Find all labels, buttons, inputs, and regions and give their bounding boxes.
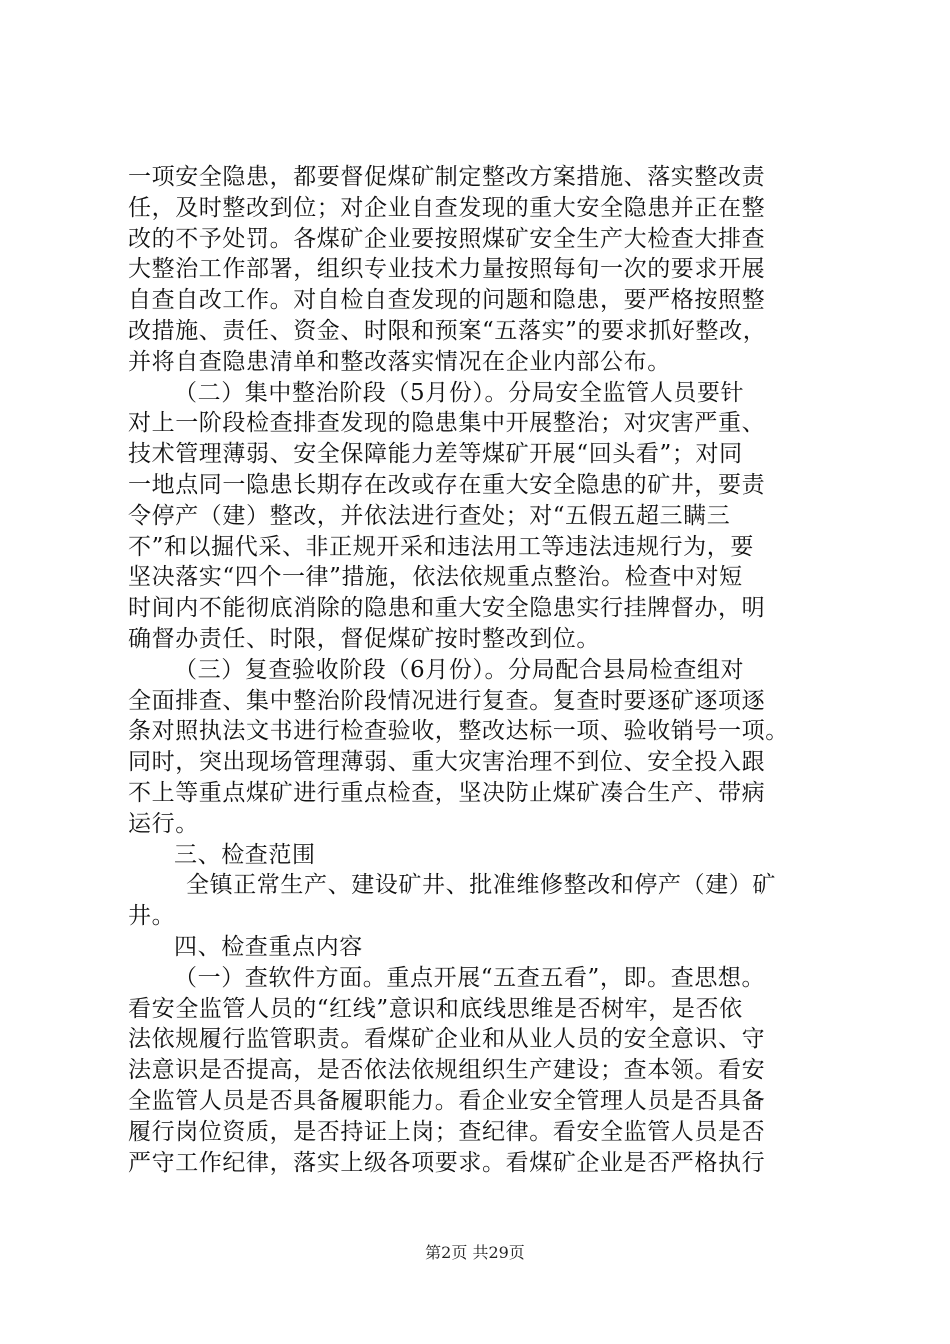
text-line: 大整治工作部署，组织专业技术力量按照每旬一次的要求开展 [128,256,766,283]
text-line: 令停产（建）整改，并依法进行查处；对“五假五超三瞒三 [128,502,731,529]
text-line: 一项安全隐患，都要督促煤矿制定整改方案措施、落实整改责 [128,164,766,190]
text-line: 履行岗位资质，是否持证上岗；查纪律。看安全监管人员是否 [128,1118,766,1145]
text-line: 严守工作纪律，落实上级各项要求。看煤矿企业是否严格执行 [128,1149,766,1176]
body-text [128,162,838,1178]
text-line: 坚决落实“四个一律”措施，依法依规重点整治。检查中对短 [128,564,743,591]
text-line: 对上一阶段检查排查发现的隐患集中开展整治；对灾害严重、 [128,410,766,437]
page-number-footer: 第2页 共29页 [425,1243,525,1262]
text-line: 条对照执法文书进行检查验收，整改达标一项、验收销号一项。 [128,718,789,745]
text-line: 看安全监管人员的“红线”意识和底线思维是否树牢，是否依 [128,995,743,1022]
paragraph-start-line: （一）查软件方面。重点开展“五查五看”，即。查思想。 [174,964,766,991]
paragraph-start-line: （二）集中整治阶段（5月份）。分局安全监管人员要针 [174,379,745,406]
text-line: 不”和以掘代采、非正规开采和违法用工等违法违规行为，要 [128,533,754,560]
text-line: 法意识是否提高，是否依法依规组织生产建设；查本领。看安 [128,1057,766,1084]
text-line: 同时，突出现场管理薄弱、重大灾害治理不到位、安全投入跟 [128,749,766,776]
text-line: 法依规履行监管职责。看煤矿企业和从业人员的安全意识、守 [128,1026,766,1053]
text-line: 并将自查隐患清单和整改落实情况在企业内部公布。 [128,348,671,375]
text-line: 全监管人员是否具备履职能力。看企业安全管理人员是否具备 [128,1087,766,1114]
section-heading: 四、检查重点内容 [174,933,363,960]
section-heading: 三、检查范围 [174,841,316,868]
text-line: 自查自改工作。对自检自查发现的问题和隐患，要严格按照整 [128,287,766,314]
text-line: 改措施、责任、资金、时限和预案“五落实”的要求抓好整改， [128,317,767,344]
text-line: 技术管理薄弱、安全保障能力差等煤矿开展“回头看”；对同 [128,441,743,468]
text-line: 确督办责任、时限，督促煤矿按时整改到位。 [128,625,600,652]
paragraph-start-line: 全镇正常生产、建设矿井、批准维修整改和停产（建）矿 [186,872,776,899]
paragraph-start-line: （三）复查验收阶段（6月份）。分局配合县局检查组对 [174,656,745,683]
text-line: 不上等重点煤矿进行重点检查，坚决防止煤矿凑合生产、带病 [128,779,766,806]
text-line: 井。 [128,903,176,930]
text-line: 时间内不能彻底消除的隐患和重大安全隐患实行挂牌督办，明 [128,595,766,622]
text-line: 全面排查、集中整治阶段情况进行复查。复查时要逐矿逐项逐 [128,687,766,714]
text-line: 改的不予处罚。各煤矿企业要按照煤矿安全生产大检查大排查 [128,225,766,252]
text-line: 任，及时整改到位；对企业自查发现的重大安全隐患并正在整 [128,194,766,221]
text-line: 运行。 [128,810,199,837]
text-line: 一地点同一隐患长期存在改或存在重大安全隐患的矿井，要责 [128,471,766,498]
